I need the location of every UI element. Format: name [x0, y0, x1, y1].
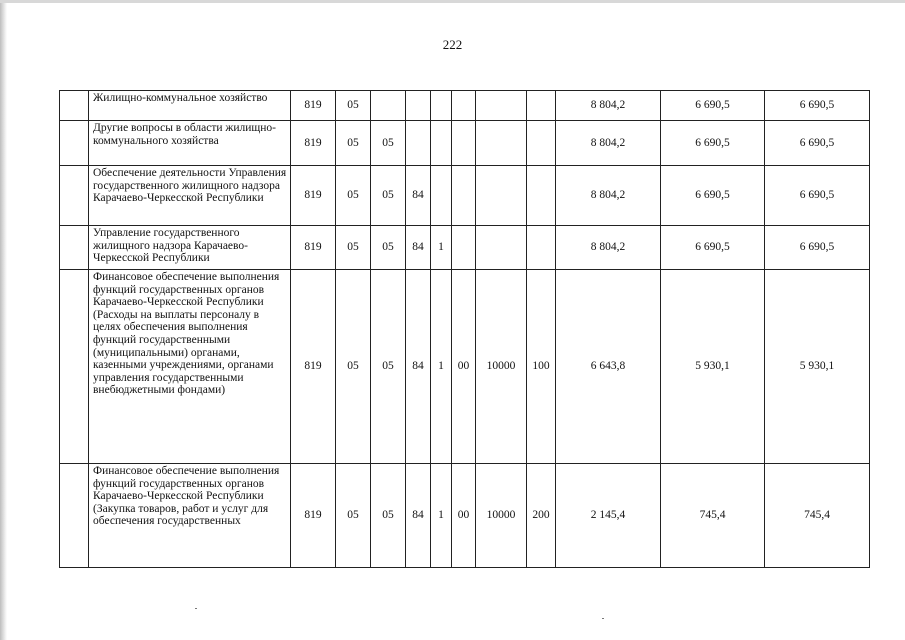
- cell-name: Жилищно-коммунальное хозяйство: [89, 91, 291, 121]
- cell-ministry-code: 819: [291, 166, 336, 226]
- table-body: [60, 91, 870, 568]
- cell-expense-kind-code: 100: [527, 270, 556, 464]
- cell-expense-kind-code: [527, 121, 556, 166]
- cell-program-code: 84: [406, 464, 431, 568]
- cell-ministry-code: 819: [291, 464, 336, 568]
- cell-amount-3: 745,4: [765, 464, 870, 568]
- cell-subsection-code: 05: [371, 166, 406, 226]
- cell-subsection-code: [371, 91, 406, 121]
- cell-name: Обеспечение деятельности Управления государственного жилищного надзора Карачаево-Черкесской Республики: [89, 166, 291, 226]
- cell-blank: [60, 121, 89, 166]
- cell-amount-3: 5 930,1: [765, 270, 870, 464]
- cell-amount-1: 2 145,4: [556, 464, 661, 568]
- cell-name: Другие вопросы в области жилищно-коммунального хозяйства: [89, 121, 291, 166]
- cell-blank: [60, 270, 89, 464]
- cell-amount-1: 8 804,2: [556, 121, 661, 166]
- cell-name: Финансовое обеспечение выполнения функций государственных органов Карачаево-Черкесской Республики (Закупка товаров, работ и услуг для обеспечения государственных: [89, 464, 291, 568]
- budget-table: [59, 90, 870, 568]
- cell-blank: [60, 226, 89, 270]
- table-row: [60, 121, 870, 166]
- cell-direction-code: [452, 166, 476, 226]
- cell-amount-2: 6 690,5: [661, 121, 765, 166]
- scan-left-edge: [0, 0, 7, 640]
- cell-direction-code: [452, 91, 476, 121]
- table-row: [60, 91, 870, 121]
- cell-subsection-code: 05: [371, 464, 406, 568]
- cell-name: Управление государственного жилищного надзора Карачаево-Черкесской Республики: [89, 226, 291, 270]
- cell-section-code: 05: [336, 166, 371, 226]
- cell-amount-2: 745,4: [661, 464, 765, 568]
- table-row: [60, 166, 870, 226]
- cell-subsection-code: 05: [371, 270, 406, 464]
- cell-subprogram-code: [431, 121, 452, 166]
- cell-expense-kind-code: [527, 226, 556, 270]
- cell-amount-1: 8 804,2: [556, 91, 661, 121]
- cell-program-code: [406, 91, 431, 121]
- cell-direction-code: [452, 226, 476, 270]
- cell-ministry-code: 819: [291, 121, 336, 166]
- cell-expense-code: 10000: [476, 270, 527, 464]
- table-row: [60, 270, 870, 464]
- cell-direction-code: 00: [452, 270, 476, 464]
- cell-section-code: 05: [336, 91, 371, 121]
- cell-amount-2: 6 690,5: [661, 166, 765, 226]
- cell-subprogram-code: 1: [431, 270, 452, 464]
- page-number: 222: [442, 37, 463, 52]
- cell-section-code: 05: [336, 226, 371, 270]
- cell-program-code: [406, 121, 431, 166]
- cell-expense-code: [476, 226, 527, 270]
- cell-amount-3: 6 690,5: [765, 166, 870, 226]
- cell-ministry-code: 819: [291, 91, 336, 121]
- scan-speck: [602, 618, 604, 619]
- cell-section-code: 05: [336, 121, 371, 166]
- scan-top-edge: [0, 0, 905, 3]
- cell-blank: [60, 464, 89, 568]
- cell-program-code: 84: [406, 166, 431, 226]
- cell-amount-2: 5 930,1: [661, 270, 765, 464]
- cell-program-code: 84: [406, 226, 431, 270]
- cell-subprogram-code: [431, 91, 452, 121]
- cell-expense-kind-code: [527, 91, 556, 121]
- table-row: [60, 464, 870, 568]
- cell-expense-code: [476, 91, 527, 121]
- cell-expense-kind-code: 200: [527, 464, 556, 568]
- cell-section-code: 05: [336, 464, 371, 568]
- cell-amount-3: 6 690,5: [765, 91, 870, 121]
- cell-subprogram-code: [431, 166, 452, 226]
- cell-amount-1: 8 804,2: [556, 226, 661, 270]
- table-row: [60, 226, 870, 270]
- cell-amount-3: 6 690,5: [765, 226, 870, 270]
- cell-subprogram-code: 1: [431, 226, 452, 270]
- cell-amount-2: 6 690,5: [661, 91, 765, 121]
- cell-name: Финансовое обеспечение выполнения функций государственных органов Карачаево-Черкесской Республики (Расходы на выплаты персоналу в целях обеспечения выполнения функций государственными (муниципальными) органами, казенными учреждениями, органами управления государственными внебюджетными фондами): [89, 270, 291, 464]
- cell-expense-code: [476, 166, 527, 226]
- cell-section-code: 05: [336, 270, 371, 464]
- cell-expense-code: [476, 121, 527, 166]
- cell-blank: [60, 91, 89, 121]
- cell-ministry-code: 819: [291, 226, 336, 270]
- cell-subprogram-code: 1: [431, 464, 452, 568]
- cell-amount-1: 6 643,8: [556, 270, 661, 464]
- cell-expense-kind-code: [527, 166, 556, 226]
- scan-speck: [195, 608, 197, 609]
- cell-ministry-code: 819: [291, 270, 336, 464]
- cell-amount-3: 6 690,5: [765, 121, 870, 166]
- cell-direction-code: 00: [452, 464, 476, 568]
- cell-subsection-code: 05: [371, 121, 406, 166]
- cell-expense-code: 10000: [476, 464, 527, 568]
- cell-direction-code: [452, 121, 476, 166]
- cell-program-code: 84: [406, 270, 431, 464]
- cell-subsection-code: 05: [371, 226, 406, 270]
- cell-amount-2: 6 690,5: [661, 226, 765, 270]
- cell-amount-1: 8 804,2: [556, 166, 661, 226]
- cell-blank: [60, 166, 89, 226]
